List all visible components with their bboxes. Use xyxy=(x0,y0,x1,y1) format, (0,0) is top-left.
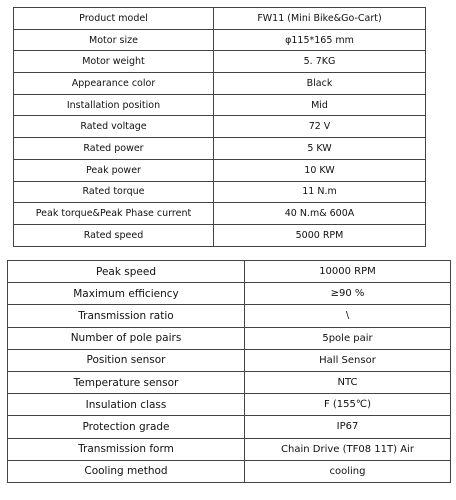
spec-label: Rated power xyxy=(14,138,214,160)
table-row xyxy=(8,416,451,438)
spec-value: cooling xyxy=(245,460,451,482)
table-row xyxy=(14,224,426,246)
table-row xyxy=(8,261,451,283)
spec-label: Motor weight xyxy=(14,51,214,73)
spec-label: Motor size xyxy=(14,29,214,51)
table-row xyxy=(14,159,426,181)
spec-value: 10000 RPM xyxy=(245,261,451,283)
spec-value: 11 N.m xyxy=(214,181,426,203)
table-row xyxy=(14,8,426,30)
table-row xyxy=(8,327,451,349)
table-row xyxy=(8,371,451,393)
table-row xyxy=(14,29,426,51)
spec-value: \ xyxy=(245,305,451,327)
table-row xyxy=(14,73,426,95)
table-row xyxy=(8,438,451,460)
spec-label: Product model xyxy=(14,8,214,30)
table-row xyxy=(8,349,451,371)
spec-value: 5000 RPM xyxy=(214,224,426,246)
motor-spec-table-bottom xyxy=(7,260,451,483)
spec-label: Rated voltage xyxy=(14,116,214,138)
table-row xyxy=(14,94,426,116)
spec-value: Mid xyxy=(214,94,426,116)
spec-label: Rated speed xyxy=(14,224,214,246)
spec-label: Cooling method xyxy=(8,460,245,482)
spec-label: Installation position xyxy=(14,94,214,116)
table-row xyxy=(8,283,451,305)
spec-label: Appearance color xyxy=(14,73,214,95)
spec-value: Chain Drive (TF08 11T) Air xyxy=(245,438,451,460)
table-row xyxy=(14,203,426,225)
table-row xyxy=(8,305,451,327)
spec-label: Maximum efficiency xyxy=(8,283,245,305)
table-row xyxy=(8,394,451,416)
table-row xyxy=(14,116,426,138)
spec-label: Peak power xyxy=(14,159,214,181)
spec-label: Transmission form xyxy=(8,438,245,460)
spec-label: Protection grade xyxy=(8,416,245,438)
spec-label: Transmission ratio xyxy=(8,305,245,327)
spec-value: FW11 (Mini Bike&Go-Cart) xyxy=(214,8,426,30)
motor-spec-table-top xyxy=(13,7,426,247)
spec-label: Temperature sensor xyxy=(8,371,245,393)
spec-value: 72 V xyxy=(214,116,426,138)
spec-label: Rated torque xyxy=(14,181,214,203)
spec-label: Number of pole pairs xyxy=(8,327,245,349)
spec-value: Hall Sensor xyxy=(245,349,451,371)
spec-value: 5 KW xyxy=(214,138,426,160)
table-row xyxy=(14,181,426,203)
spec-value: φ115*165 mm xyxy=(214,29,426,51)
spec-value: 5. 7KG xyxy=(214,51,426,73)
table-row xyxy=(8,460,451,482)
spec-value: IP67 xyxy=(245,416,451,438)
table-row xyxy=(14,51,426,73)
spec-label: Peak torque&Peak Phase current xyxy=(14,203,214,225)
spec-value: ≥90 % xyxy=(245,283,451,305)
spec-value: Black xyxy=(214,73,426,95)
spec-value: F (155℃) xyxy=(245,394,451,416)
spec-value: 5pole pair xyxy=(245,327,451,349)
spec-label: Position sensor xyxy=(8,349,245,371)
spec-label: Peak speed xyxy=(8,261,245,283)
spec-value: NTC xyxy=(245,371,451,393)
table-row xyxy=(14,138,426,160)
spec-value: 40 N.m& 600A xyxy=(214,203,426,225)
spec-label: Insulation class xyxy=(8,394,245,416)
spec-value: 10 KW xyxy=(214,159,426,181)
